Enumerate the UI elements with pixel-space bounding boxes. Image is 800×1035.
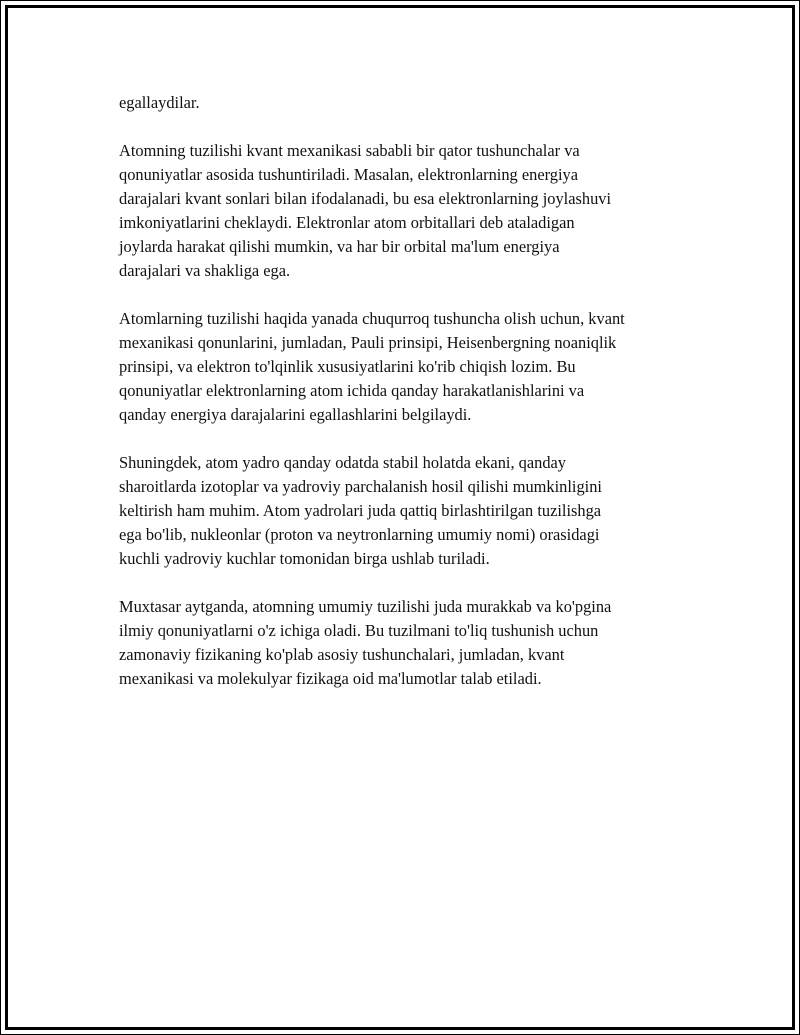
paragraph: Shuningdek, atom yadro qanday odatda stabil holatda ekani, qanday sharoitlarda izotoplar va yadroviy parchalanish hosil qilishi mumkinligini keltirish ham muhim. Atom yadrolari juda qattiq birlashtirilgan tuzilishga ega bo'lib, nukleonlar (proton va neytronlarning umumiy nomi) orasidagi kuchli yadroviy kuchlar tomonidan birga ushlab turiladi. xyxy=(119,453,602,568)
paragraph: Muxtasar aytganda, atomning umumiy tuzilishi juda murakkab va ko'pgina ilmiy qonuniyatlarni o'z ichiga oladi. Bu tuzilmani to'liq tushunish uchun zamonaviy fizikaning ko'plab asosiy tushunchalari, jumladan, kvant mexanikasi va molekulyar fizikaga oid ma'lumotlar talab etiladi. xyxy=(119,597,612,688)
document-body xyxy=(119,91,699,715)
paragraph: egallaydilar. xyxy=(119,93,200,112)
paragraph: Atomlarning tuzilishi haqida yanada chuqurroq tushuncha olish uchun, kvant mexanikasi qonunlarini, jumladan, Pauli prinsipi, Heisenbergning noaniqlik prinsipi, va elektron to'lqinlik xususiyatlarini ko'rib chiqish lozim. Bu qonuniyatlar elektronlarning atom ichida qanday harakatlanishlarini va qanday energiya darajalarini egallashlarini belgilaydi. xyxy=(119,309,625,424)
paragraph: Atomning tuzilishi kvant mexanikasi sababli bir qator tushunchalar va qonuniyatlar asosida tushuntiriladi. Masalan, elektronlarning energiya darajalari kvant sonlari bilan ifodalanadi, bu esa elektronlarning joylashuvi imkoniyatlarini cheklaydi. Elektronlar atom orbitallari deb ataladigan joylarda harakat qilishi mumkin, va har bir orbital ma'lum energiya darajalari va shakliga ega. xyxy=(119,141,612,280)
